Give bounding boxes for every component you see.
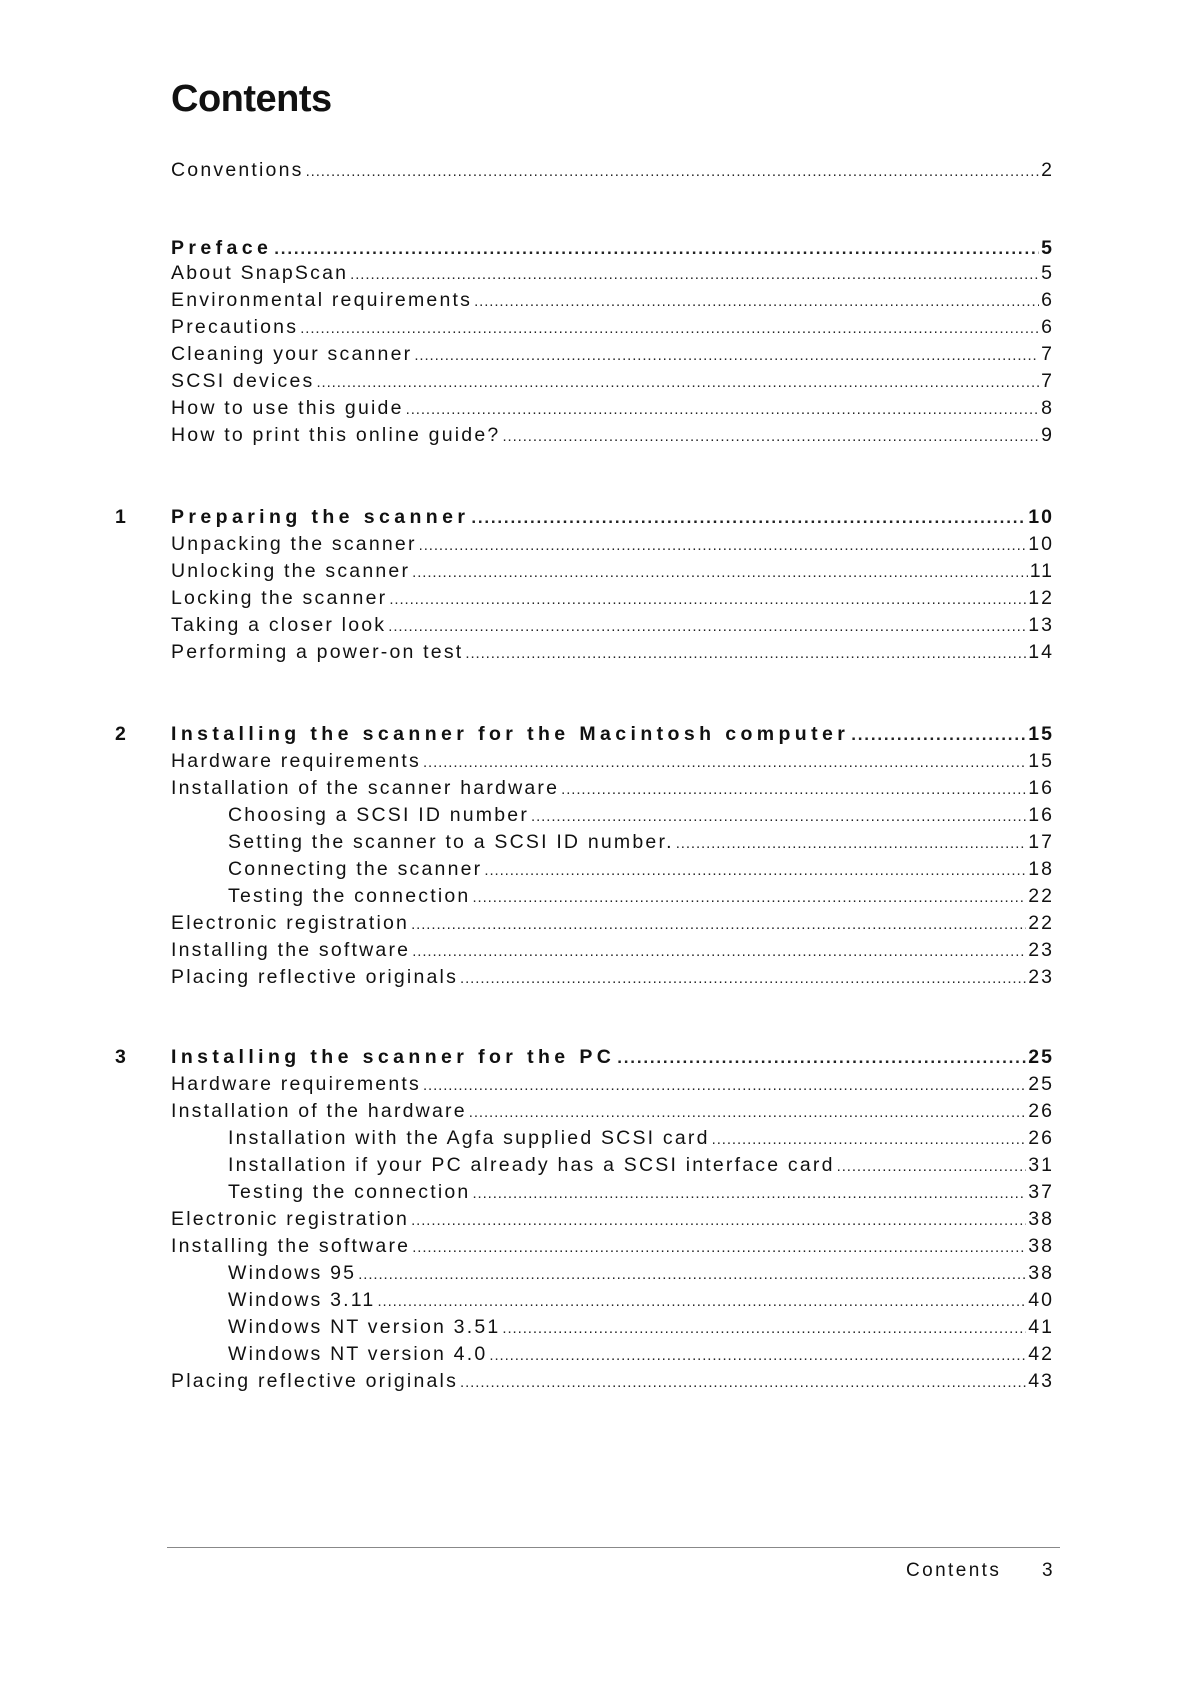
toc-entry[interactable]	[171, 559, 1054, 583]
toc-entry[interactable]	[171, 640, 1054, 664]
toc-chapter-number: 1	[115, 506, 126, 528]
toc-entry[interactable]	[228, 1315, 1054, 1339]
toc-entry-page: 26	[1028, 1100, 1054, 1122]
toc-entry-page: 25	[1028, 1073, 1054, 1095]
toc-entry-page: 9	[1041, 424, 1054, 446]
toc-entry-label: Electronic registration	[171, 1208, 410, 1230]
toc-leader-dots	[489, 1342, 1026, 1368]
toc-entry-label: Locking the scanner	[171, 587, 388, 609]
toc-leader-dots	[837, 1153, 1027, 1179]
toc-entry-label: SCSI devices	[171, 370, 315, 392]
toc-entry[interactable]	[171, 1207, 1054, 1231]
footer-divider	[167, 1547, 1060, 1548]
toc-leader-dots	[502, 1315, 1026, 1341]
toc-entry[interactable]	[171, 342, 1054, 366]
toc-entry-label: Cleaning your scanner	[171, 343, 413, 365]
toc-leader-dots	[472, 884, 1026, 910]
toc-entry-page: 10	[1028, 506, 1054, 528]
toc-entry[interactable]	[228, 884, 1054, 908]
toc-leader-dots	[389, 586, 1026, 612]
toc-entry-label: Testing the connection	[228, 885, 471, 907]
toc-entry[interactable]	[171, 776, 1054, 800]
toc-leader-dots	[423, 749, 1026, 775]
toc-entry-page: 16	[1028, 804, 1054, 826]
toc-entry[interactable]	[171, 613, 1054, 637]
toc-entry-page: 38	[1028, 1235, 1054, 1257]
toc-entry-label: Performing a power-on test	[171, 641, 464, 663]
toc-entry[interactable]	[171, 261, 1054, 285]
toc-entry-label: Hardware requirements	[171, 750, 421, 772]
toc-entry-page: 10	[1028, 533, 1054, 555]
toc-entry-page: 22	[1028, 912, 1054, 934]
toc-entry[interactable]	[171, 965, 1054, 989]
toc-entry-label: Electronic registration	[171, 912, 410, 934]
toc-entry-page: 12	[1028, 587, 1054, 609]
toc-chapter-entry[interactable]	[171, 236, 1054, 260]
toc-leader-dots	[306, 158, 1040, 184]
toc-leader-dots	[502, 423, 1039, 449]
toc-leader-dots	[617, 1045, 1026, 1070]
toc-leader-dots	[712, 1126, 1027, 1152]
toc-entry-label: Taking a closer look	[171, 614, 387, 636]
toc-leader-dots	[460, 1369, 1026, 1395]
toc-entry[interactable]	[171, 315, 1054, 339]
toc-entry-page: 43	[1028, 1370, 1054, 1392]
toc-entry-label: Conventions	[171, 159, 304, 181]
toc-entry-page: 13	[1028, 614, 1054, 636]
toc-leader-dots	[412, 938, 1026, 964]
toc-entry-page: 37	[1028, 1181, 1054, 1203]
toc-entry[interactable]	[171, 1099, 1054, 1123]
toc-entry-label: Installing the software	[171, 1235, 411, 1257]
toc-entry[interactable]	[171, 1072, 1054, 1096]
toc-entry-label: Windows NT version 3.51	[228, 1316, 501, 1338]
toc-entry[interactable]	[228, 1261, 1054, 1285]
toc-leader-dots	[851, 722, 1026, 747]
toc-leader-dots	[411, 911, 1026, 937]
toc-entry[interactable]	[171, 1369, 1054, 1393]
toc-entry-label: Installation of the scanner hardware	[171, 777, 560, 799]
toc-entry-page: 41	[1028, 1316, 1054, 1338]
toc-entry-label: Precautions	[171, 316, 299, 338]
toc-entry-page: 14	[1028, 641, 1054, 663]
toc-chapter-entry[interactable]	[171, 722, 1054, 746]
toc-entry-page: 40	[1028, 1289, 1054, 1311]
toc-entry[interactable]	[228, 830, 1054, 854]
toc-entry-page: 5	[1041, 262, 1054, 284]
toc-leader-dots	[388, 613, 1026, 639]
toc-entry-page: 42	[1028, 1343, 1054, 1365]
toc-leader-dots	[316, 369, 1039, 395]
toc-entry-label: Hardware requirements	[171, 1073, 421, 1095]
toc-leader-dots	[412, 559, 1028, 585]
toc-entry[interactable]	[171, 1234, 1054, 1258]
toc-entry-label: Choosing a SCSI ID number	[228, 804, 530, 826]
toc-entry[interactable]	[228, 1180, 1054, 1204]
toc-entry-label: Preparing the scanner	[171, 506, 470, 528]
toc-entry-label: Testing the connection	[228, 1181, 471, 1203]
toc-entry-label: Placing reflective originals	[171, 966, 459, 988]
toc-entry-page: 26	[1028, 1127, 1054, 1149]
toc-entry-label: Unpacking the scanner	[171, 533, 417, 555]
toc-entry[interactable]	[171, 938, 1054, 962]
toc-entry-page: 31	[1028, 1154, 1054, 1176]
toc-entry-label: Installing the scanner for the Macintosh computer	[171, 723, 850, 745]
toc-leader-dots	[469, 1099, 1027, 1125]
toc-entry[interactable]	[228, 857, 1054, 881]
toc-entry[interactable]	[171, 532, 1054, 556]
toc-entry-page: 25	[1028, 1046, 1054, 1068]
toc-leader-dots	[414, 342, 1039, 368]
toc-leader-dots	[471, 505, 1026, 530]
toc-entry[interactable]	[228, 1153, 1054, 1177]
toc-entry-label: Installing the software	[171, 939, 411, 961]
toc-entry-label: Installation if your PC already has a SCSI interface card	[228, 1154, 835, 1176]
toc-leader-dots	[358, 1261, 1026, 1287]
toc-entry-page: 6	[1041, 316, 1054, 338]
toc-leader-dots	[423, 1072, 1026, 1098]
toc-entry-label: Environmental requirements	[171, 289, 473, 311]
toc-entry-page: 15	[1028, 750, 1054, 772]
toc-entry-label: Windows 95	[228, 1262, 357, 1284]
toc-entry-page: 7	[1041, 343, 1054, 365]
toc-entry-page: 15	[1028, 723, 1054, 745]
toc-entry-label: Installation with the Agfa supplied SCSI card	[228, 1127, 710, 1149]
toc-entry[interactable]	[228, 803, 1054, 827]
toc-entry-label: Windows NT version 4.0	[228, 1343, 488, 1365]
toc-chapter-entry[interactable]	[171, 1045, 1054, 1069]
toc-chapter-entry[interactable]	[171, 505, 1054, 529]
toc-entry[interactable]	[171, 369, 1054, 393]
toc-entry-page: 5	[1041, 237, 1054, 259]
toc-entry[interactable]	[171, 158, 1054, 182]
toc-entry-label: Unlocking the scanner	[171, 560, 411, 582]
toc-entry-page: 2	[1041, 159, 1054, 181]
toc-leader-dots	[377, 1288, 1026, 1314]
toc-entry[interactable]	[171, 423, 1054, 447]
footer-page-number: 3	[1042, 1560, 1053, 1581]
toc-entry-page: 11	[1029, 560, 1054, 582]
toc-entry-label: Installation of the hardware	[171, 1100, 467, 1122]
toc-entry-page: 38	[1028, 1208, 1054, 1230]
toc-entry-label: Preface	[171, 237, 273, 259]
toc-entry-page: 23	[1028, 966, 1054, 988]
toc-leader-dots	[676, 830, 1027, 856]
toc-leader-dots	[460, 965, 1026, 991]
toc-leader-dots	[274, 236, 1039, 261]
toc-entry[interactable]	[171, 288, 1054, 312]
toc-chapter-number: 3	[115, 1046, 126, 1068]
toc-leader-dots	[474, 288, 1039, 314]
toc-entry[interactable]	[171, 396, 1054, 420]
toc-entry[interactable]	[171, 586, 1054, 610]
toc-entry[interactable]	[228, 1126, 1054, 1150]
toc-entry-label: Installing the scanner for the PC	[171, 1046, 616, 1068]
toc-leader-dots	[419, 532, 1027, 558]
toc-entry-label: Windows 3.11	[228, 1289, 376, 1311]
toc-leader-dots	[465, 640, 1026, 666]
toc-leader-dots	[472, 1180, 1026, 1206]
toc-chapter-number: 2	[115, 723, 126, 745]
toc-entry-page: 17	[1028, 831, 1054, 853]
toc-leader-dots	[406, 396, 1040, 422]
toc-leader-dots	[561, 776, 1026, 802]
toc-entry-label: How to print this online guide?	[171, 424, 501, 446]
toc-entry-page: 6	[1041, 289, 1054, 311]
toc-leader-dots	[412, 1234, 1026, 1260]
toc-entry-page: 16	[1028, 777, 1054, 799]
toc-entry[interactable]	[228, 1342, 1054, 1366]
toc-entry-label: Connecting the scanner	[228, 858, 483, 880]
toc-entry-page: 18	[1028, 858, 1054, 880]
toc-leader-dots	[484, 857, 1026, 883]
toc-entry-page: 22	[1028, 885, 1054, 907]
page-title: Contents	[171, 78, 332, 120]
toc-entry-label: Setting the scanner to a SCSI ID number.	[228, 831, 674, 853]
footer-section-label: Contents	[906, 1560, 1002, 1581]
toc-entry-label: How to use this guide	[171, 397, 404, 419]
toc-entry-page: 23	[1028, 939, 1054, 961]
toc-entry-page: 7	[1041, 370, 1054, 392]
toc-leader-dots	[350, 261, 1039, 287]
toc-entry[interactable]	[171, 911, 1054, 935]
toc-leader-dots	[411, 1207, 1026, 1233]
toc-leader-dots	[300, 315, 1039, 341]
toc-entry-label: About SnapScan	[171, 262, 349, 284]
toc-leader-dots	[531, 803, 1026, 829]
toc-entry-page: 38	[1028, 1262, 1054, 1284]
toc-entry[interactable]	[228, 1288, 1054, 1312]
toc-entry-page: 8	[1041, 397, 1054, 419]
toc-entry[interactable]	[171, 749, 1054, 773]
toc-entry-label: Placing reflective originals	[171, 1370, 459, 1392]
